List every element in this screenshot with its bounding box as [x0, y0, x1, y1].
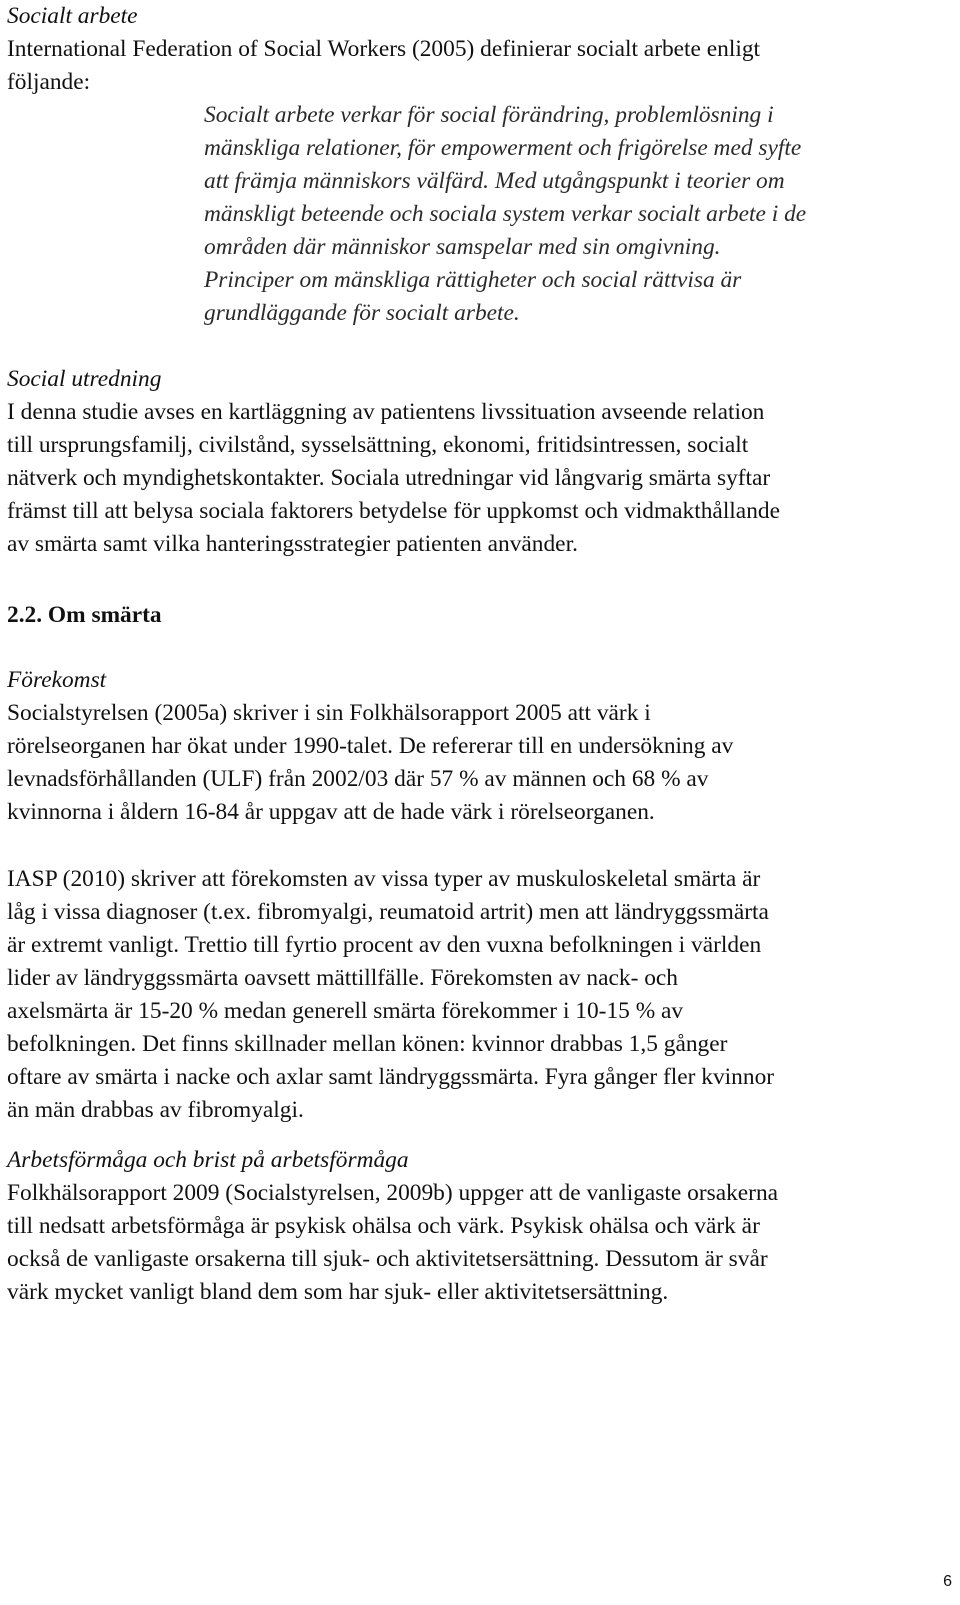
paragraph-line: International Federation of Social Workers (2005) definierar socialt arbete enligt	[7, 36, 761, 62]
paragraph-line: axelsmärta är 15-20 % medan generell smärta förekommer i 10-15 % av	[7, 998, 684, 1024]
page-number: 6	[943, 1573, 952, 1590]
paragraph-line: också de vanligaste orsakerna till sjuk- och aktivitetsersättning. Dessutom är svår	[7, 1246, 768, 1272]
section-socialt-arbete	[7, 0, 806, 330]
paragraph-line: levnadsförhållanden (ULF) från 2002/03 där 57 % av männen och 68 % av	[7, 766, 709, 792]
section-heading: Arbetsförmåga och brist på arbetsförmåga	[7, 1147, 409, 1173]
section-social-utredning	[7, 363, 780, 561]
chapter-heading: 2.2. Om smärta	[7, 602, 162, 628]
section-heading: Förekomst	[7, 667, 107, 693]
paragraph-line: främst till att belysa sociala faktorers betydelse för uppkomst och vidmakthållande	[7, 498, 780, 524]
paragraph-line: Folkhälsorapport 2009 (Socialstyrelsen, 2009b) uppger att de vanligaste orsakerna	[7, 1180, 779, 1206]
section-heading: Social utredning	[7, 366, 162, 392]
section-forekomst	[7, 664, 733, 829]
paragraph-line: befolkningen. Det finns skillnader mellan könen: kvinnor drabbas 1,5 gånger	[7, 1031, 728, 1057]
paragraph-line: till ursprungsfamilj, civilstånd, sysselsättning, ekonomi, fritidsintressen, socialt	[7, 432, 749, 458]
paragraph-line: lider av ländryggssmärta oavsett mättillfälle. Förekomsten av nack- och	[7, 965, 678, 991]
quote-line: att främja människors välfärd. Med utgångspunkt i teorier om	[204, 168, 785, 194]
paragraph-line: låg i vissa diagnoser (t.ex. fibromyalgi, reumatoid artrit) men att ländryggssmärta	[7, 899, 769, 925]
block-quote	[7, 99, 806, 330]
paragraph-iasp	[7, 863, 774, 1127]
section-arbetsformaga	[7, 1144, 778, 1309]
paragraph-line: än män drabbas av fibromyalgi.	[7, 1097, 304, 1123]
quote-line: mänskliga relationer, för empowerment och frigörelse med syfte	[204, 135, 802, 161]
paragraph-line: IASP (2010) skriver att förekomsten av vissa typer av muskuloskeletal smärta är	[7, 866, 761, 892]
paragraph-line: I denna studie avses en kartläggning av patientens livssituation avseende relation	[7, 399, 765, 425]
paragraph-line: nätverk och myndighetskontakter. Sociala utredningar vid långvarig smärta syftar	[7, 465, 771, 491]
paragraph-line: är extremt vanligt. Trettio till fyrtio procent av den vuxna befolkningen i världen	[7, 932, 762, 958]
paragraph-line: värk mycket vanligt bland dem som har sjuk- eller aktivitetsersättning.	[7, 1279, 669, 1305]
paragraph-line: Socialstyrelsen (2005a) skriver i sin Folkhälsorapport 2005 att värk i	[7, 700, 651, 726]
quote-line: mänskligt beteende och sociala system verkar socialt arbete i de	[204, 201, 807, 227]
section-heading: Socialt arbete	[7, 3, 138, 29]
quote-line: Socialt arbete verkar för social förändring, problemlösning i	[204, 102, 774, 128]
paragraph-line: rörelseorganen har ökat under 1990-talet. De refererar till en undersökning av	[7, 733, 734, 759]
paragraph-line: kvinnorna i åldern 16-84 år uppgav att de hade värk i rörelseorganen.	[7, 799, 655, 825]
paragraph-line: av smärta samt vilka hanteringsstrategier patienten använder.	[7, 531, 578, 557]
paragraph-line: oftare av smärta i nacke och axlar samt ländryggssmärta. Fyra gånger fler kvinnor	[7, 1064, 775, 1090]
section-om-smarta	[7, 599, 162, 632]
quote-line: Principer om mänskliga rättigheter och social rättvisa är	[204, 267, 742, 293]
paragraph-line: till nedsatt arbetsförmåga är psykisk ohälsa och värk. Psykisk ohälsa och värk är	[7, 1213, 760, 1239]
paragraph-line: följande:	[7, 69, 91, 95]
quote-line: grundläggande för socialt arbete.	[204, 300, 520, 326]
quote-line: områden där människor samspelar med sin omgivning.	[204, 234, 721, 260]
